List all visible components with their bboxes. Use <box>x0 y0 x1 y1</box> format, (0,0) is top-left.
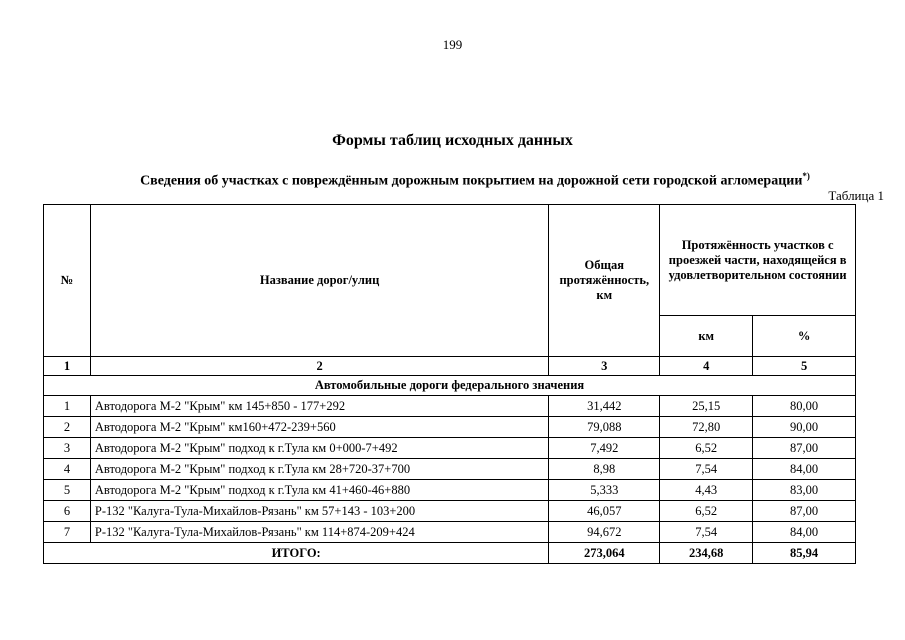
row-pct: 90,00 <box>753 417 856 438</box>
row-name: Автодорога М-2 "Крым" подход к г.Тула км 0+000-7+492 <box>90 438 548 459</box>
header-total: Общая протяжённость, км <box>549 205 660 357</box>
row-name: Автодорога М-2 "Крым" подход к г.Тула км 41+460-46+880 <box>90 480 548 501</box>
column-number: 3 <box>549 357 660 376</box>
table-row <box>44 438 856 459</box>
total-value: 273,064 <box>549 543 660 564</box>
table-row <box>44 522 856 543</box>
row-name: Автодорога М-2 "Крым" подход к г.Тула км 28+720-37+700 <box>90 459 548 480</box>
table-row <box>44 480 856 501</box>
row-pct: 84,00 <box>753 522 856 543</box>
row-num: 3 <box>44 438 91 459</box>
row-name: Автодорога М-2 "Крым" км 145+850 - 177+292 <box>90 396 548 417</box>
total-km: 234,68 <box>660 543 753 564</box>
row-num: 5 <box>44 480 91 501</box>
table-row <box>44 459 856 480</box>
page-number: 199 <box>442 37 463 52</box>
header-km: км <box>660 316 753 357</box>
row-num: 2 <box>44 417 91 438</box>
row-name: Р-132 "Калуга-Тула-Михайлов-Рязань" км 57+143 - 103+200 <box>90 501 548 522</box>
header-satisfactory: Протяжённость участков с проезжей части, находящейся в удовлетворительном состоянии <box>660 205 856 316</box>
table-label: Таблица 1 <box>828 188 884 203</box>
header-name: Название дорог/улиц <box>90 205 548 357</box>
row-pct: 84,00 <box>753 459 856 480</box>
page-title: Формы таблиц исходных данных <box>332 132 573 149</box>
row-total: 46,057 <box>549 501 660 522</box>
total-row <box>44 543 856 564</box>
row-num: 6 <box>44 501 91 522</box>
row-pct: 80,00 <box>753 396 856 417</box>
subtitle-text: Сведения об участках с повреждённым дорожным покрытием на дорожной сети городской агломерации <box>140 173 803 189</box>
column-number: 5 <box>753 357 856 376</box>
row-km: 25,15 <box>660 396 753 417</box>
section-row <box>44 376 856 396</box>
row-km: 6,52 <box>660 501 753 522</box>
header-pct: % <box>753 316 856 357</box>
row-total: 94,672 <box>549 522 660 543</box>
row-num: 4 <box>44 459 91 480</box>
row-total: 7,492 <box>549 438 660 459</box>
footnote-mark: *) <box>802 171 810 181</box>
column-number: 1 <box>44 357 91 376</box>
table-subtitle <box>0 171 905 190</box>
row-km: 7,54 <box>660 522 753 543</box>
section-title: Автомобильные дороги федерального значения <box>44 376 856 396</box>
row-pct: 87,00 <box>753 438 856 459</box>
row-name: Р-132 "Калуга-Тула-Михайлов-Рязань" км 114+874-209+424 <box>90 522 548 543</box>
row-pct: 87,00 <box>753 501 856 522</box>
total-label: ИТОГО: <box>44 543 549 564</box>
row-name: Автодорога М-2 "Крым" км160+472-239+560 <box>90 417 548 438</box>
row-km: 6,52 <box>660 438 753 459</box>
row-km: 72,80 <box>660 417 753 438</box>
row-pct: 83,00 <box>753 480 856 501</box>
row-total: 31,442 <box>549 396 660 417</box>
row-total: 79,088 <box>549 417 660 438</box>
row-km: 4,43 <box>660 480 753 501</box>
column-number: 2 <box>90 357 548 376</box>
total-pct: 85,94 <box>753 543 856 564</box>
road-damage-table <box>43 204 856 564</box>
row-num: 7 <box>44 522 91 543</box>
table-row <box>44 501 856 522</box>
row-km: 7,54 <box>660 459 753 480</box>
table-row <box>44 396 856 417</box>
header-num: № <box>44 205 91 357</box>
column-numbers-row <box>44 357 856 376</box>
column-number: 4 <box>660 357 753 376</box>
row-total: 8,98 <box>549 459 660 480</box>
table-row <box>44 417 856 438</box>
row-total: 5,333 <box>549 480 660 501</box>
row-num: 1 <box>44 396 91 417</box>
